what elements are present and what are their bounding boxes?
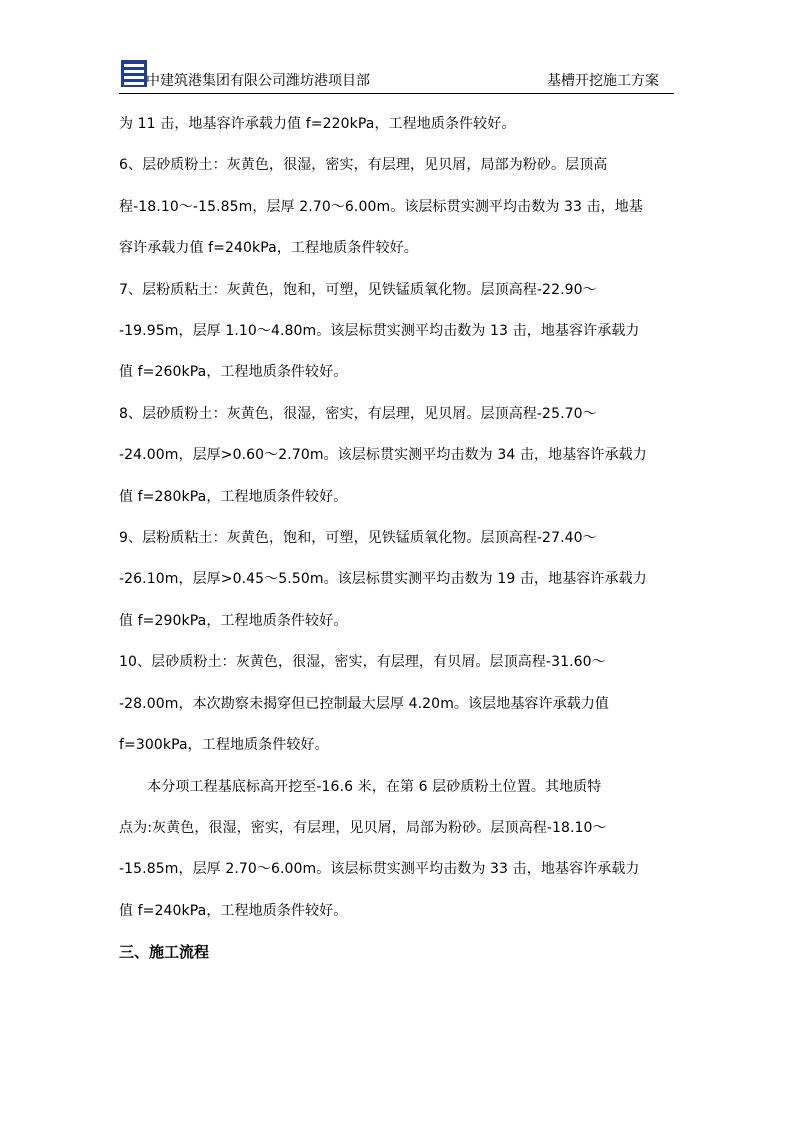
page-header bbox=[0, 0, 794, 96]
paragraph-layer8: 8、层砂质粉土：灰黄色，很湿，密实，有层理，见贝屑。层顶高程-25.70～ -24.00m，层厚>0.60～2.70m。该层标贯实测平均击数为 34 击，地基容许承载力 值 f=280kPa，工程地质条件较好。 bbox=[119, 405, 647, 505]
company-logo bbox=[121, 60, 147, 87]
company-name: 中建筑港集团有限公司潍坊港项目部 bbox=[146, 73, 370, 89]
paragraph-layer10: 10、层砂质粉土：灰黄色，很湿，密实，有层理，有贝屑。层顶高程-31.60～ -28.00m，本次勘察未揭穿但已控制最大层厚 4.20m。该层地基容许承载力值 f=300kPa，工程地质条件较好。 bbox=[119, 654, 610, 754]
section-heading: 三、施工流程 bbox=[119, 943, 210, 962]
logo-stripe bbox=[124, 64, 144, 67]
paragraph-foundation-summary: 本分项工程基底标高开挖至-16.6 米，在第 6 层砂质粉土位置。其地质特 点为:灰黄色，很湿，密实，有层理，见贝屑，局部为粉砂。层顶高程-18.10～ -15.85m，层厚 2.70～6.00m。该层标贯实测平均击数为 33 击，地基容许承载力 值 f=240kPa，工程地质条件较好。 bbox=[119, 778, 640, 919]
logo-stripe bbox=[124, 70, 144, 73]
header-divider bbox=[119, 93, 674, 94]
paragraph-layer9: 9、层粉质粘土：灰黄色，饱和，可塑，见铁锰质氧化物。层顶高程-27.40～ -26.10m，层厚>0.45～5.50m。该层标贯实测平均击数为 19 击，地基容许承载力 值 f=290kPa，工程地质条件较好。 bbox=[119, 530, 647, 629]
paragraph-layer6: 6、层砂质粉土：灰黄色，很湿，密实，有层理，见贝屑，局部为粉砂。层顶高 程-18.10～-15.85m，层厚 2.70～6.00m。该层标贯实测平均击数为 33 击，地基 容许承载力值 f=240kPa，工程地质条件较好。 bbox=[119, 157, 643, 257]
paragraph-layer7: 7、层粉质粘土：灰黄色，饱和，可塑，见铁锰质氧化物。层顶高程-22.90～ -19.95m，层厚 1.10～4.80m。该层标贯实测平均击数为 13 击，地基容许承载力 值 f=260kPa，工程地质条件较好。 bbox=[119, 281, 640, 381]
logo-stripe bbox=[124, 82, 144, 85]
logo-stripe bbox=[124, 76, 144, 79]
paragraph-layer5-continued: 为 11 击，地基容许承载力值 f=220kPa，工程地质条件较好。 bbox=[119, 116, 516, 132]
document-title: 基槽开挖施工方案 bbox=[547, 73, 659, 89]
document-body bbox=[119, 104, 675, 973]
